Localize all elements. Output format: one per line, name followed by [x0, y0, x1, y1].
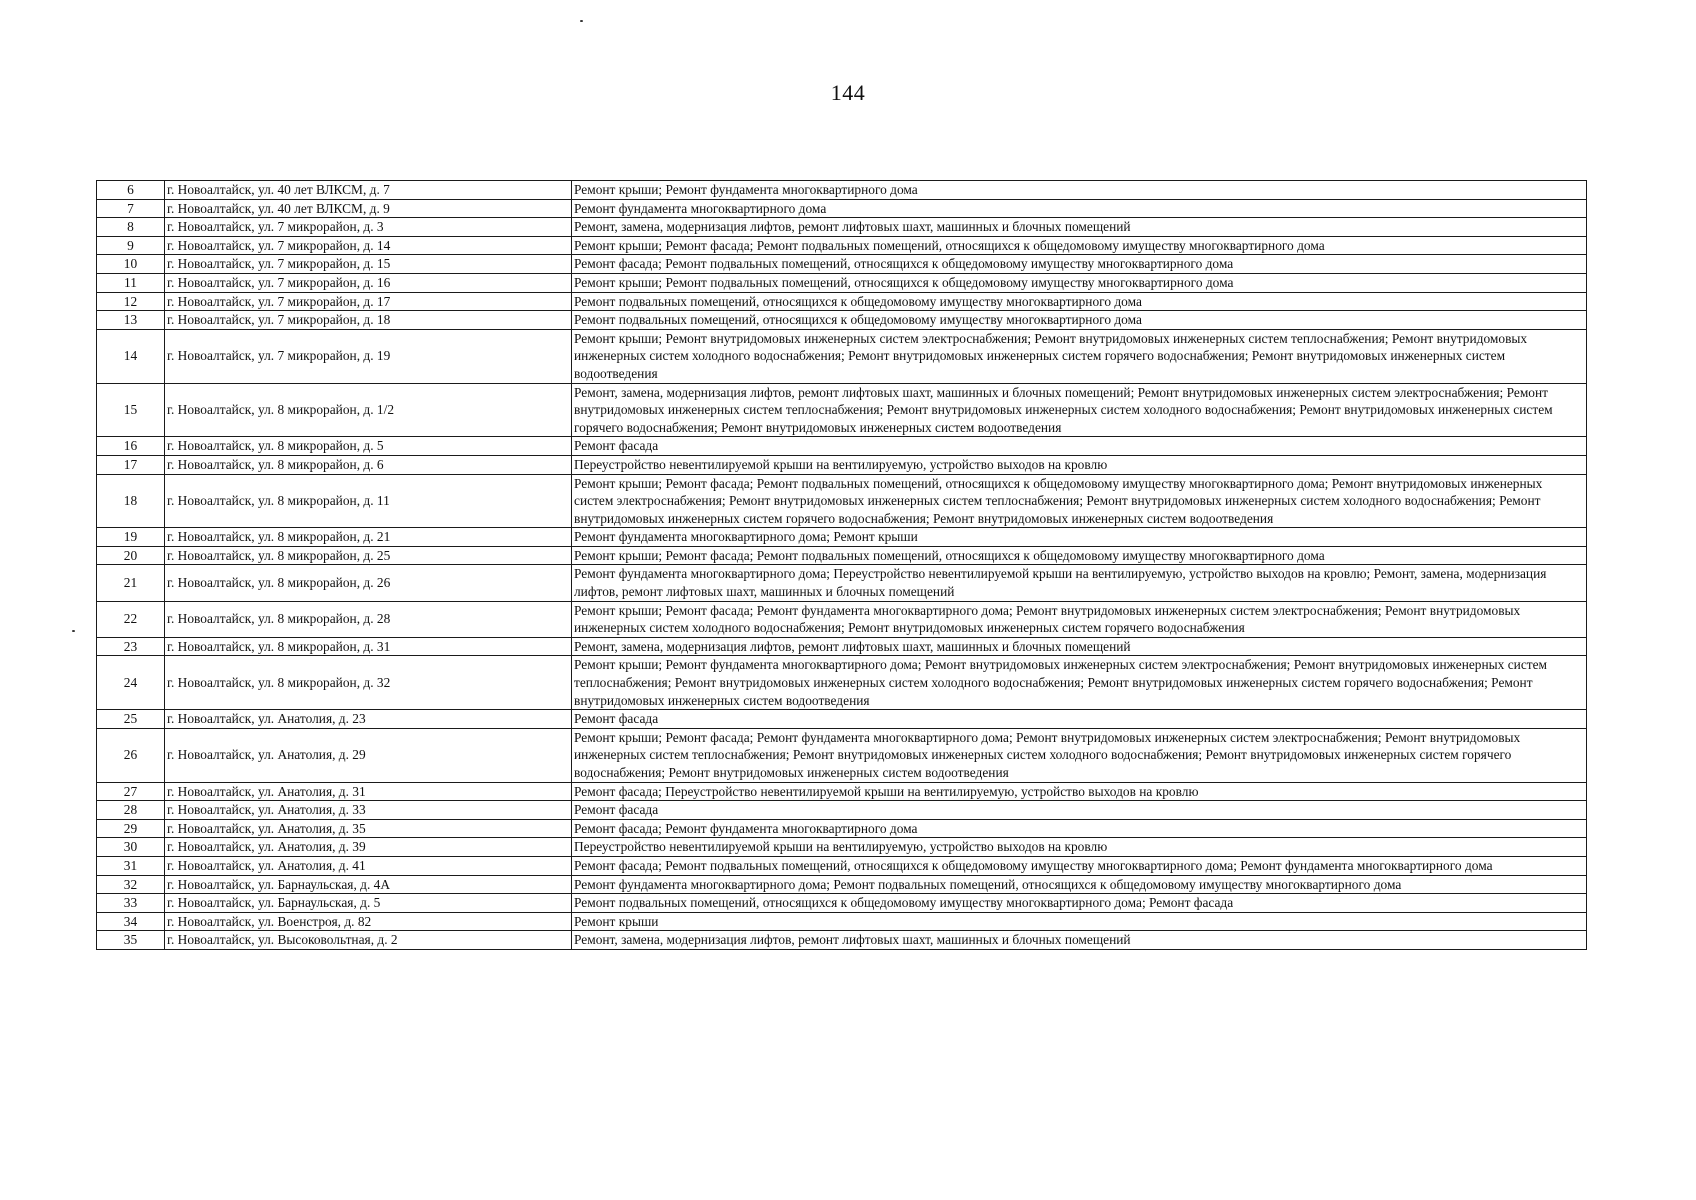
table-row: [97, 856, 1587, 875]
row-number-cell: 8: [97, 218, 165, 237]
row-number-cell: 6: [97, 181, 165, 200]
table-row: [97, 199, 1587, 218]
address-cell: г. Новоалтайск, ул. 8 микрорайон, д. 5: [165, 437, 572, 456]
row-number-cell: 25: [97, 710, 165, 729]
row-number-cell: 19: [97, 528, 165, 547]
works-cell: Ремонт фасада: [572, 437, 1587, 456]
works-cell: Ремонт крыши; Ремонт фасада; Ремонт фундамента многоквартирного дома; Ремонт внутридомовых инженерных систем электроснабжения; Ремонт внутридомовых инженерных систем холодного водоснабжения; Ремонт внутридомовых инженерных систем горячего водоснабжения: [572, 601, 1587, 637]
row-number-cell: 16: [97, 437, 165, 456]
works-cell: Ремонт, замена, модернизация лифтов, ремонт лифтовых шахт, машинных и блочных помещений: [572, 218, 1587, 237]
table-row: [97, 255, 1587, 274]
row-number-cell: 34: [97, 912, 165, 931]
row-number-cell: 7: [97, 199, 165, 218]
address-cell: г. Новоалтайск, ул. 7 микрорайон, д. 19: [165, 329, 572, 383]
row-number-cell: 35: [97, 931, 165, 950]
address-cell: г. Новоалтайск, ул. Анатолия, д. 41: [165, 856, 572, 875]
table-row: [97, 782, 1587, 801]
row-number-cell: 30: [97, 838, 165, 857]
table-row: [97, 292, 1587, 311]
table-row: [97, 546, 1587, 565]
works-cell: Ремонт крыши; Ремонт фасада; Ремонт подвальных помещений, относящихся к общедомовому имуществу многоквартирного дома: [572, 236, 1587, 255]
works-cell: Ремонт фундамента многоквартирного дома; Ремонт подвальных помещений, относящихся к общедомовому имуществу многоквартирного дома: [572, 875, 1587, 894]
row-number-cell: 9: [97, 236, 165, 255]
works-cell: Ремонт крыши; Ремонт фундамента многоквартирного дома; Ремонт внутридомовых инженерных систем электроснабжения; Ремонт внутридомовых инженерных систем теплоснабжения; Ремонт внутридомовых инженерных систем холодного водоснабжения; Ремонт внутридомовых инженерных систем горячего водоснабжения; Ремонт внутридомовых инженерных систем водоотведения: [572, 656, 1587, 710]
address-cell: г. Новоалтайск, ул. 8 микрорайон, д. 31: [165, 637, 572, 656]
works-cell: Ремонт фасада; Ремонт подвальных помещений, относящихся к общедомовому имуществу многоквартирного дома: [572, 255, 1587, 274]
row-number-cell: 12: [97, 292, 165, 311]
table-row: [97, 329, 1587, 383]
works-cell: Ремонт крыши; Ремонт внутридомовых инженерных систем электроснабжения; Ремонт внутридомовых инженерных систем теплоснабжения; Ремонт внутридомовых инженерных систем холодного водоснабжения; Ремонт внутридомовых инженерных систем горячего водоснабжения; Ремонт внутридомовых инженерных систем водоотведения: [572, 329, 1587, 383]
address-cell: г. Новоалтайск, ул. Анатолия, д. 33: [165, 801, 572, 820]
row-number-cell: 15: [97, 383, 165, 437]
works-cell: Ремонт, замена, модернизация лифтов, ремонт лифтовых шахт, машинных и блочных помещений: [572, 931, 1587, 950]
works-cell: Ремонт фундамента многоквартирного дома; Ремонт крыши: [572, 528, 1587, 547]
address-cell: г. Новоалтайск, ул. Анатолия, д. 29: [165, 728, 572, 782]
table-row: [97, 656, 1587, 710]
table-row: [97, 710, 1587, 729]
row-number-cell: 32: [97, 875, 165, 894]
row-number-cell: 28: [97, 801, 165, 820]
works-cell: Ремонт крыши; Ремонт фасада; Ремонт фундамента многоквартирного дома; Ремонт внутридомовых инженерных систем электроснабжения; Ремонт внутридомовых инженерных систем теплоснабжения; Ремонт внутридомовых инженерных систем холодного водоснабжения; Ремонт внутридомовых инженерных систем горячего водоснабжения; Ремонт внутридомовых инженерных систем водоотведения: [572, 728, 1587, 782]
table-row: [97, 819, 1587, 838]
address-cell: г. Новоалтайск, ул. 7 микрорайон, д. 14: [165, 236, 572, 255]
address-cell: г. Новоалтайск, ул. 8 микрорайон, д. 11: [165, 474, 572, 528]
table-body: [97, 181, 1587, 950]
table-row: [97, 528, 1587, 547]
address-cell: г. Новоалтайск, ул. 8 микрорайон, д. 21: [165, 528, 572, 547]
row-number-cell: 27: [97, 782, 165, 801]
works-cell: Ремонт крыши: [572, 912, 1587, 931]
address-cell: г. Новоалтайск, ул. Военстроя, д. 82: [165, 912, 572, 931]
address-cell: г. Новоалтайск, ул. 8 микрорайон, д. 28: [165, 601, 572, 637]
address-cell: г. Новоалтайск, ул. Барнаульская, д. 4А: [165, 875, 572, 894]
address-cell: г. Новоалтайск, ул. Анатолия, д. 35: [165, 819, 572, 838]
address-cell: г. Новоалтайск, ул. Высоковольтная, д. 2: [165, 931, 572, 950]
table-row: [97, 455, 1587, 474]
table-row: [97, 181, 1587, 200]
address-cell: г. Новоалтайск, ул. 7 микрорайон, д. 16: [165, 273, 572, 292]
page-number: 144: [830, 80, 866, 105]
works-cell: Ремонт фасада; Ремонт подвальных помещений, относящихся к общедомовому имуществу многоквартирного дома; Ремонт фундамента многоквартирного дома: [572, 856, 1587, 875]
repair-works-table: [96, 180, 1587, 950]
row-number-cell: 13: [97, 311, 165, 330]
row-number-cell: 10: [97, 255, 165, 274]
works-cell: Ремонт фасада: [572, 710, 1587, 729]
row-number-cell: 18: [97, 474, 165, 528]
works-cell: Переустройство невентилируемой крыши на вентилируемую, устройство выходов на кровлю: [572, 455, 1587, 474]
address-cell: г. Новоалтайск, ул. 8 микрорайон, д. 6: [165, 455, 572, 474]
row-number-cell: 17: [97, 455, 165, 474]
works-cell: Ремонт крыши; Ремонт фундамента многоквартирного дома: [572, 181, 1587, 200]
works-cell: Ремонт фасада: [572, 801, 1587, 820]
table-row: [97, 801, 1587, 820]
works-cell: Ремонт крыши; Ремонт подвальных помещений, относящихся к общедомовому имуществу многоквартирного дома: [572, 273, 1587, 292]
works-cell: Ремонт подвальных помещений, относящихся к общедомовому имуществу многоквартирного дома: [572, 311, 1587, 330]
row-number-cell: 21: [97, 565, 165, 601]
row-number-cell: 26: [97, 728, 165, 782]
row-number-cell: 11: [97, 273, 165, 292]
address-cell: г. Новоалтайск, ул. 7 микрорайон, д. 18: [165, 311, 572, 330]
table-row: [97, 931, 1587, 950]
works-cell: Ремонт крыши; Ремонт фасада; Ремонт подвальных помещений, относящихся к общедомовому имуществу многоквартирного дома; Ремонт внутридомовых инженерных систем электроснабжения; Ремонт внутридомовых инженерных систем теплоснабжения; Ремонт внутридомовых инженерных систем холодного водоснабжения; Ремонт внутридомовых инженерных систем горячего водоснабжения; Ремонт внутридомовых инженерных систем водоотведения: [572, 474, 1587, 528]
works-cell: Ремонт фасада; Ремонт фундамента многоквартирного дома: [572, 819, 1587, 838]
table-row: [97, 311, 1587, 330]
works-cell: Ремонт подвальных помещений, относящихся к общедомовому имуществу многоквартирного дома: [572, 292, 1587, 311]
table-row: [97, 565, 1587, 601]
works-cell: Переустройство невентилируемой крыши на вентилируемую, устройство выходов на кровлю: [572, 838, 1587, 857]
table-row: [97, 838, 1587, 857]
table-row: [97, 875, 1587, 894]
address-cell: г. Новоалтайск, ул. 8 микрорайон, д. 25: [165, 546, 572, 565]
table-row: [97, 894, 1587, 913]
table-row: [97, 601, 1587, 637]
works-cell: Ремонт подвальных помещений, относящихся к общедомовому имуществу многоквартирного дома; Ремонт фасада: [572, 894, 1587, 913]
works-cell: Ремонт, замена, модернизация лифтов, ремонт лифтовых шахт, машинных и блочных помещений: [572, 637, 1587, 656]
row-number-cell: 31: [97, 856, 165, 875]
works-cell: Ремонт фасада; Переустройство невентилируемой крыши на вентилируемую, устройство выходов на кровлю: [572, 782, 1587, 801]
table-row: [97, 437, 1587, 456]
address-cell: г. Новоалтайск, ул. 7 микрорайон, д. 3: [165, 218, 572, 237]
works-cell: Ремонт крыши; Ремонт фасада; Ремонт подвальных помещений, относящихся к общедомовому имуществу многоквартирного дома: [572, 546, 1587, 565]
row-number-cell: 23: [97, 637, 165, 656]
scan-speck: [72, 630, 75, 632]
address-cell: г. Новоалтайск, ул. Барнаульская, д. 5: [165, 894, 572, 913]
row-number-cell: 14: [97, 329, 165, 383]
table-row: [97, 383, 1587, 437]
scan-speck: [580, 20, 583, 22]
works-cell: Ремонт фундамента многоквартирного дома: [572, 199, 1587, 218]
table-row: [97, 474, 1587, 528]
address-cell: г. Новоалтайск, ул. Анатолия, д. 39: [165, 838, 572, 857]
table-row: [97, 273, 1587, 292]
works-cell: Ремонт фундамента многоквартирного дома; Переустройство невентилируемой крыши на вентилируемую, устройство выходов на кровлю; Ремонт, замена, модернизация лифтов, ремонт лифтовых шахт, машинных и блочных помещений: [572, 565, 1587, 601]
address-cell: г. Новоалтайск, ул. Анатолия, д. 23: [165, 710, 572, 729]
table-row: [97, 912, 1587, 931]
row-number-cell: 22: [97, 601, 165, 637]
address-cell: г. Новоалтайск, ул. 7 микрорайон, д. 15: [165, 255, 572, 274]
address-cell: г. Новоалтайск, ул. 7 микрорайон, д. 17: [165, 292, 572, 311]
table-row: [97, 637, 1587, 656]
row-number-cell: 29: [97, 819, 165, 838]
table-row: [97, 218, 1587, 237]
works-cell: Ремонт, замена, модернизация лифтов, ремонт лифтовых шахт, машинных и блочных помещений; Ремонт внутридомовых инженерных систем электроснабжения; Ремонт внутридомовых инженерных систем теплоснабжения; Ремонт внутридомовых инженерных систем холодного водоснабжения; Ремонт внутридомовых инженерных систем горячего водоснабжения; Ремонт внутридомовых инженерных систем водоотведения: [572, 383, 1587, 437]
address-cell: г. Новоалтайск, ул. 8 микрорайон, д. 1/2: [165, 383, 572, 437]
address-cell: г. Новоалтайск, ул. 8 микрорайон, д. 32: [165, 656, 572, 710]
address-cell: г. Новоалтайск, ул. 8 микрорайон, д. 26: [165, 565, 572, 601]
row-number-cell: 20: [97, 546, 165, 565]
address-cell: г. Новоалтайск, ул. Анатолия, д. 31: [165, 782, 572, 801]
address-cell: г. Новоалтайск, ул. 40 лет ВЛКСМ, д. 7: [165, 181, 572, 200]
address-cell: г. Новоалтайск, ул. 40 лет ВЛКСМ, д. 9: [165, 199, 572, 218]
row-number-cell: 33: [97, 894, 165, 913]
table-row: [97, 728, 1587, 782]
row-number-cell: 24: [97, 656, 165, 710]
table-row: [97, 236, 1587, 255]
